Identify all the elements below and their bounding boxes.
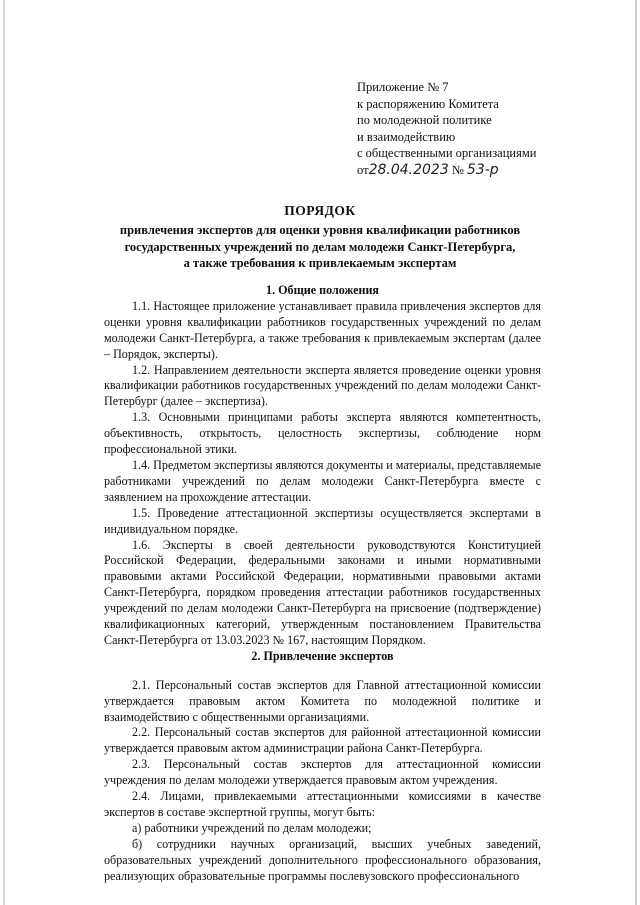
appendix-line: и взаимодействию: [357, 129, 456, 144]
appendix-header: [357, 79, 536, 178]
paragraph: 1.2. Направлением деятельности эксперта является проведение оценки уровня квалификации работников государственных учреждений по делам молодежи Санкт-Петербург (далее – экспертиза).: [104, 362, 541, 409]
appendix-line: Приложение № 7: [357, 80, 449, 94]
handwritten-number: 53-р: [466, 161, 499, 178]
list-item: б) сотрудники научных организаций, высших учебных заведений, образовательных учреждений дополнительного профессионального образования, реализующих образовательные программы послевузовского профессионального: [104, 836, 541, 883]
paragraph: 1.1. Настоящее приложение устанавливает правила привлечения экспертов для оценки уровня квалификации работников государственных учреждений по делам молодежи Санкт-Петербурга, а также требования к привлекаемым экспертам (далее – Порядок, эксперты).: [104, 298, 541, 361]
scan-edge-left: [3, 0, 5, 905]
paragraph: 2.4. Лицами, привлекаемыми аттестационными комиссиями в качестве экспертов в составе экспертной группы, могут быть:: [104, 789, 541, 819]
paragraph: 1.6. Эксперты в своей деятельности руководствуются Конституцией Российской Федерации, федеральными законами и иными нормативными правовыми актами Российской Федерации, нормативными правовыми актами Санкт-Петербурга, порядком проведения аттестации работников государственных учреждений по делам молодежи Санкт-Петербурга на присвоение (подтверждение) квалификационных категорий, утвержденным постановлением Правительства Санкт-Петербурга от 13.03.2023 № 167, настоящим Порядком.: [104, 537, 541, 647]
subtitle-line: привлечения экспертов для оценки уровня квалификации работников: [119, 223, 521, 237]
document-subtitle: [0, 222, 640, 272]
subtitle-line: а также требования к привлекаемым экспертам: [183, 256, 457, 270]
list-item: а) работники учреждений по делам молодежи;: [132, 820, 372, 835]
paragraph: 1.3. Основными принципами работы эксперта являются компетентность, объективность, открытость, целостность экспертизы, соблюдение норм профессиональной этики.: [104, 410, 541, 457]
scan-edge-right: [635, 0, 637, 905]
document-body: [104, 283, 541, 885]
appendix-line: к распоряжению Комитета: [357, 96, 499, 111]
number-prefix: №: [451, 162, 464, 177]
handwritten-date: 28.04.2023: [368, 161, 449, 178]
section-heading: 2. Привлечение экспертов: [251, 648, 394, 663]
appendix-line: с общественными организациями: [357, 146, 537, 160]
paragraph: 2.1. Персональный состав экспертов для Главной аттестационной комиссии утверждается правовым актом Комитета по молодежной политике и взаимодействию с общественными организациями.: [104, 677, 541, 724]
paragraph: 1.4. Предметом экспертизы являются документы и материалы, представляемые работниками учреждений по делам молодежи Санкт-Петербурга вместе с заявлением на прохождение аттестации.: [104, 457, 541, 504]
appendix-date-line: [357, 162, 536, 179]
document-title: ПОРЯДОК: [284, 203, 356, 218]
appendix-line: по молодежной политике: [357, 113, 492, 127]
date-prefix: от: [357, 162, 369, 177]
paragraph: 2.2. Персональный состав экспертов для районной аттестационной комиссии утверждается правовым актом администрации района Санкт-Петербурга.: [104, 725, 541, 756]
section-heading: 1. Общие положения: [266, 283, 379, 297]
subtitle-line: государственных учреждений по делам молодежи Санкт-Петербурга,: [124, 239, 516, 254]
paragraph: 2.3. Персональный состав экспертов для аттестационной комиссии учреждения по делам молодежи утверждается правовым актом учреждения.: [104, 757, 541, 788]
paragraph: 1.5. Проведение аттестационной экспертизы осуществляется экспертами в индивидуальном порядке.: [104, 505, 541, 536]
